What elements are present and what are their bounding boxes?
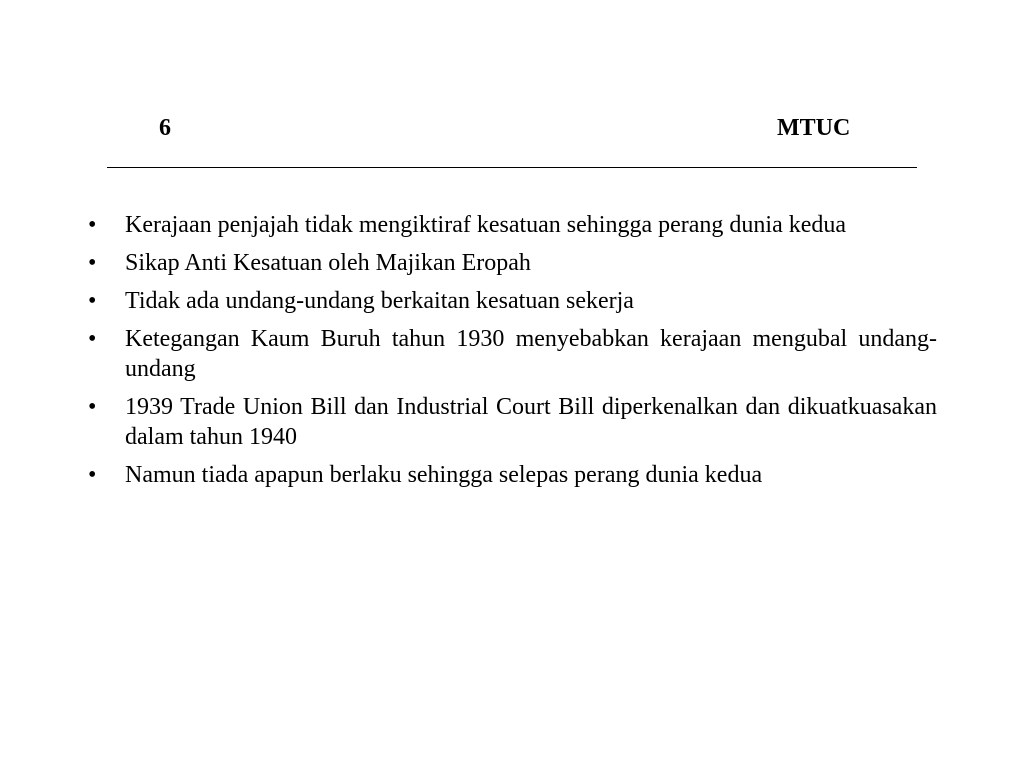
- slide-number: 6: [159, 115, 171, 141]
- bullet-item: • Kerajaan penjajah tidak mengiktiraf kesatuan sehingga perang dunia kedua: [84, 210, 937, 240]
- slide-title: MTUC: [777, 115, 851, 141]
- bullet-item: • Ketegangan Kaum Buruh tahun 1930 menyebabkan kerajaan mengubal undang-undang: [84, 324, 937, 384]
- header-divider: [107, 167, 917, 168]
- bullet-item: • 1939 Trade Union Bill dan Industrial Court Bill diperkenalkan dan dikuatkuasakan dalam tahun 1940: [84, 392, 937, 452]
- bullet-item: • Tidak ada undang-undang berkaitan kesatuan sekerja: [84, 286, 937, 316]
- bullet-item: • Namun tiada apapun berlaku sehingga selepas perang dunia kedua: [84, 460, 937, 490]
- bullet-item: • Sikap Anti Kesatuan oleh Majikan Eropah: [84, 248, 937, 278]
- bullet-list: [84, 210, 937, 498]
